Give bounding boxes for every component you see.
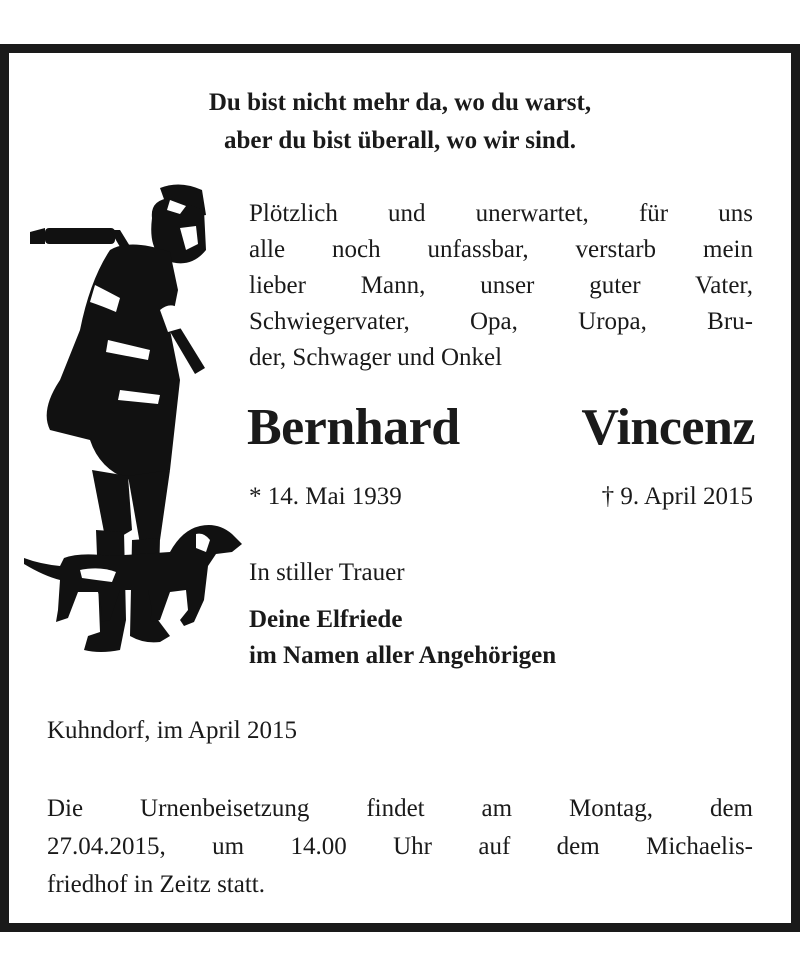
mourning-phrase: In stiller Trauer bbox=[249, 559, 405, 586]
intro-line-4: Schwiegervater, Opa, Uropa, Bru- bbox=[249, 308, 753, 335]
birth-date: * 14. Mai 1939 bbox=[249, 483, 402, 510]
signers bbox=[249, 602, 556, 674]
signer-line-2: im Namen aller Angehörigen bbox=[249, 642, 557, 669]
intro-line-2: alle noch unfassbar, verstarb mein bbox=[249, 236, 753, 263]
life-dates bbox=[249, 480, 753, 514]
motto bbox=[0, 84, 800, 160]
burial-line-1: Die Urnenbeisetzung findet am Montag, dem bbox=[47, 795, 753, 822]
motto-line-2: aber du bist überall, wo wir sind. bbox=[224, 127, 576, 154]
burial-line-3: friedhof in Zeitz statt. bbox=[47, 871, 265, 898]
hunter-with-rifle-and-dachshund-icon bbox=[20, 180, 250, 675]
burial-line-2: 27.04.2015, um 14.00 Uhr auf dem Michaelis- bbox=[47, 833, 753, 860]
intro-line-1: Plötzlich und unerwartet, für uns bbox=[249, 200, 753, 227]
signer-line-1: Deine Elfriede bbox=[249, 606, 403, 633]
burial-info bbox=[47, 790, 753, 904]
hunter-body-icon bbox=[47, 244, 182, 480]
motto-line-1: Du bist nicht mehr da, wo du warst, bbox=[208, 89, 592, 116]
intro-line-3: lieber Mann, unser guter Vater, bbox=[249, 272, 753, 299]
deceased-name: Bernhard Vincenz bbox=[247, 399, 755, 456]
place-and-date: Kuhndorf, im April 2015 bbox=[47, 717, 297, 744]
death-date: † 9. April 2015 bbox=[601, 483, 753, 510]
intro-text bbox=[249, 196, 753, 376]
intro-line-5: der, Schwager und Onkel bbox=[249, 344, 503, 371]
